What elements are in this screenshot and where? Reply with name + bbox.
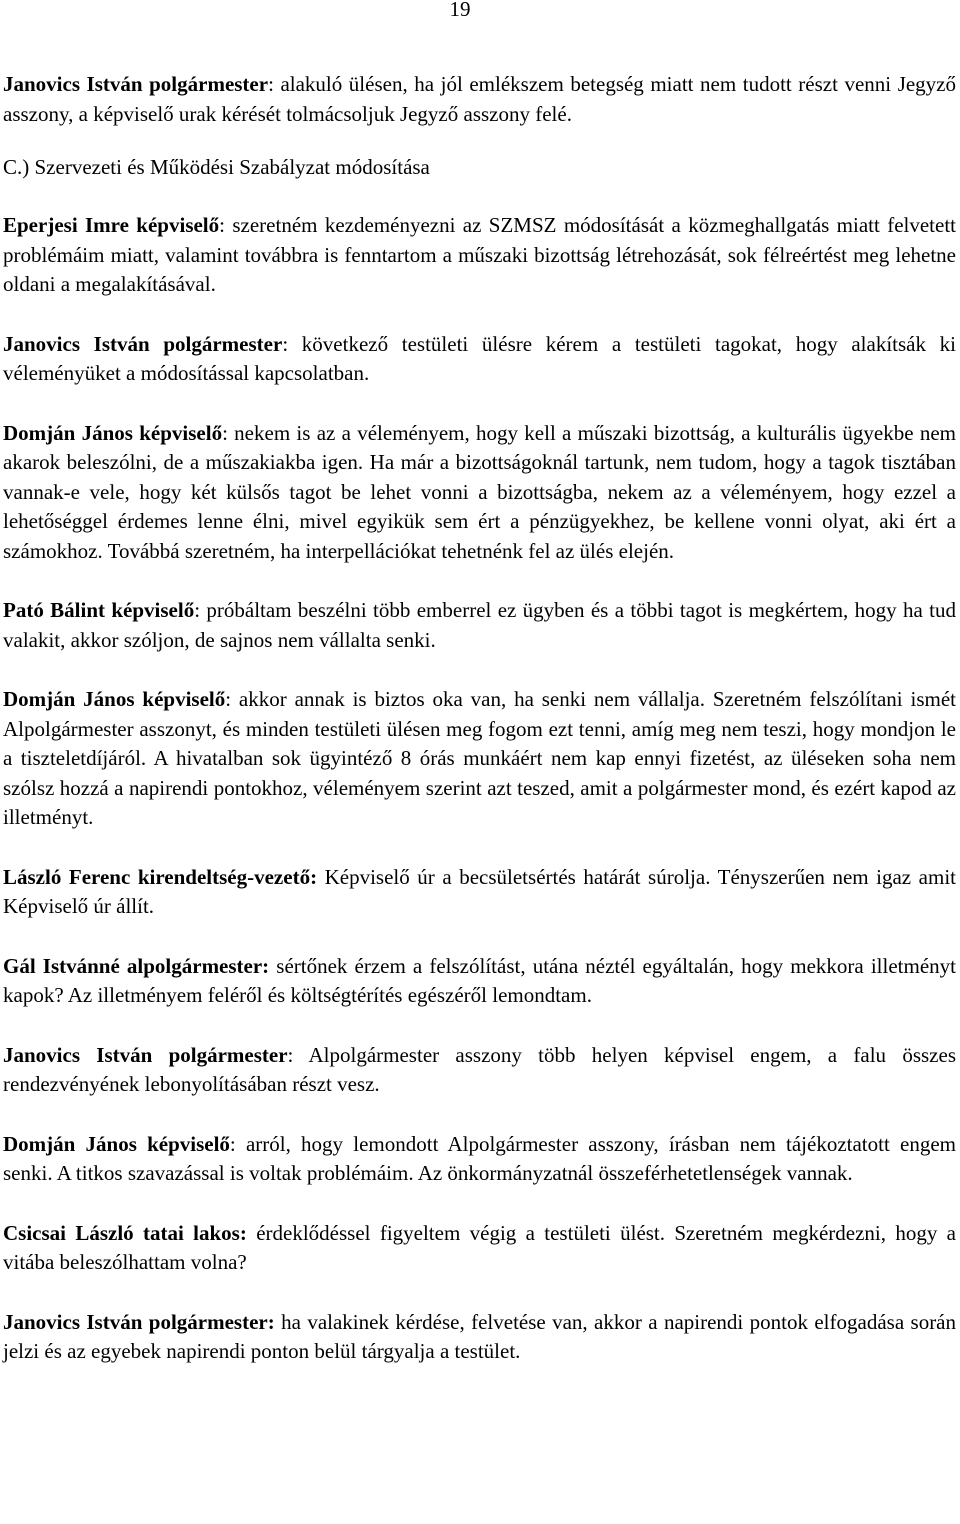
speaker-name: Domján János képviselő bbox=[3, 420, 223, 445]
speaker-name: Csicsai László tatai lakos: bbox=[3, 1220, 247, 1245]
paragraph-text: : Alpolgármester asszony több helyen képvisel engem, a falu összes rendezvényének lebonyolításában részt vesz. bbox=[3, 1042, 956, 1096]
paragraph-text: : következő testületi ülésre kérem a testületi tagokat, hogy alakítsák ki véleményüket a módosítással kapcsolatban. bbox=[3, 331, 956, 385]
paragraph bbox=[3, 1219, 956, 1278]
paragraph-text: : próbáltam beszélni több emberrel ez ügyben és a többi tagot is megkértem, hogy ha tud valakit, akkor szóljon, de sajnos nem vállalta senki. bbox=[3, 598, 956, 652]
speaker-name: Domján János képviselő bbox=[3, 687, 226, 711]
paragraph-text: : szeretném kezdeményezni az SZMSZ módosítását a közmeghallgatás miatt felvetett problémáim miatt, valamint továbbra is fenntartom a műszaki bizottság létrehozását, sok félreértést meg lehetne oldani a megalakításával. bbox=[3, 213, 957, 296]
paragraph bbox=[3, 1130, 956, 1189]
paragraph-text: : alakuló ülésen, ha jól emlékszem betegség miatt nem tudott részt venni Jegyző asszony, a képviselő urak kérését tolmácsoljuk Jegyző asszony felé. bbox=[3, 72, 957, 126]
paragraph-text: : akkor annak is biztos oka van, ha senki nem vállalja. Szeretném felszólítani ismét Alpolgármester asszonyt, és minden testületi ülésen meg fogom ezt tenni, amíg meg nem teszi, hogy mondjon le a tiszteletdíjáról. A hivatalban sok ügyintéző 8 órás munkáért nem kap ennyi fizetést, az üléseken soha nem szólsz hozzá a napirendi pontokhoz, véleményem szerint azt teszed, amit a polgármester mond, és ezért kapod az illetményt. bbox=[3, 687, 956, 829]
page-number: 19 bbox=[449, 0, 471, 21]
speaker-name: Domján János képviselő bbox=[3, 1131, 230, 1156]
paragraph bbox=[3, 1308, 956, 1367]
speaker-name: László Ferenc kirendeltség-vezető: bbox=[3, 864, 318, 889]
speaker-name: Gál Istvánné alpolgármester: bbox=[3, 953, 270, 978]
paragraph-text: sértőnek érzem a felszólítást, utána néztél egyáltalán, hogy mekkora illetményt kapok? Az illetményem feléről és költségtérítés egészéről lemondtam. bbox=[3, 953, 956, 1007]
speaker-name: Janovics István polgármester bbox=[3, 331, 283, 356]
paragraph-text: : nekem is az a véleményem, hogy kell a műszaki bizottság, a kulturális ügyekbe nem akarok beleszólni, de a műszakiakba igen. Ha már a bizottságoknál tartunk, nem tudom, hogy a tagok tisztában vannak-e vele, hogy két külsős tagot be lehet vonni a bizottságba, nekem az a véleményem, hogy ezzel a lehetőséggel érdemes lenne élni, mivel egyikük sem ért a pénzügyekhez, be kellene vonni olyat, aki ért a számokhoz. Továbbá szeretném, ha interpellációkat tehetnénk fel az ülés elején. bbox=[3, 420, 956, 563]
paragraph bbox=[3, 863, 956, 922]
speaker-name: Pató Bálint képviselő bbox=[3, 598, 195, 622]
speaker-name: Janovics István polgármester bbox=[3, 1042, 288, 1067]
speaker-name: Janovics István polgármester bbox=[3, 72, 269, 96]
paragraph bbox=[3, 419, 956, 567]
speaker-name: Janovics István polgármester: bbox=[3, 1309, 275, 1334]
speaker-name: Eperjesi Imre képviselő bbox=[3, 213, 220, 237]
paragraph bbox=[3, 70, 956, 129]
paragraph-text: érdeklődéssel figyeltem végig a testületi ülést. Szeretném megkérdezni, hogy a vitába beleszólhattam volna? bbox=[3, 1220, 957, 1274]
paragraph bbox=[3, 211, 956, 300]
paragraph bbox=[3, 952, 956, 1011]
paragraph bbox=[3, 1041, 956, 1100]
paragraph-text: Képviselő úr a becsületsértés határát súrolja. Tényszerűen nem igaz amit Képviselő úr állít. bbox=[3, 864, 956, 918]
paragraph-text: : arról, hogy lemondott Alpolgármester asszony, írásban nem tájékoztatott engem senki. A titkos szavazással is voltak problémáim. Az önkormányzatnál összeférhetetlenségek vannak. bbox=[3, 1131, 956, 1185]
paragraph-text: ha valakinek kérdése, felvetése van, akkor a napirendi pontok elfogadása során jelzi és az egyebek napirendi ponton belül tárgyalja a testület. bbox=[3, 1309, 957, 1363]
section-heading: C.) Szervezeti és Működési Szabályzat módosítása bbox=[3, 155, 430, 179]
paragraph bbox=[3, 596, 956, 655]
document-body bbox=[3, 70, 956, 1397]
paragraph bbox=[3, 330, 956, 389]
paragraph bbox=[3, 685, 956, 833]
